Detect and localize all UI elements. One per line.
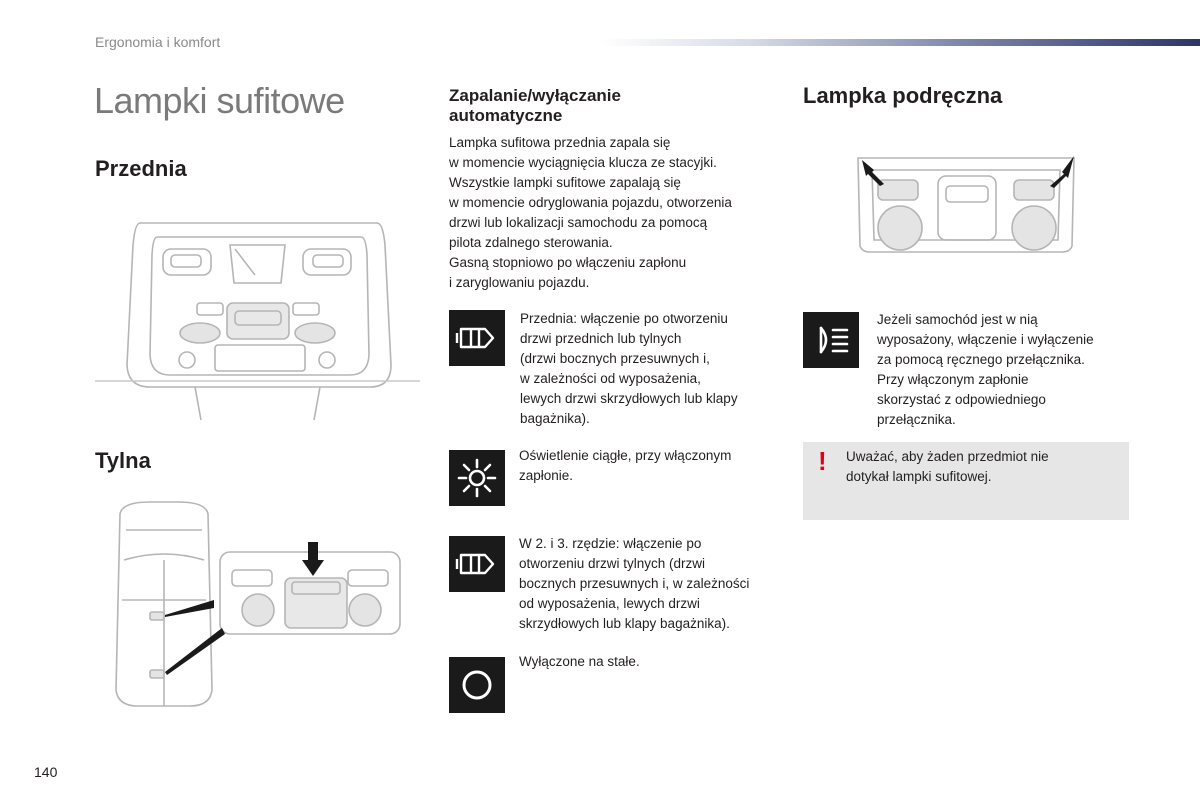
mode-line: zapłonie. bbox=[519, 468, 574, 483]
mode-line: Wyłączone na stałe. bbox=[519, 654, 640, 669]
intro-line: w momencie wyciągnięcia klucza ze stacyjki. bbox=[449, 155, 717, 170]
mode-line: bocznych przesuwnych i, w zależności bbox=[519, 576, 750, 591]
reading-line: Jeżeli samochód jest w nią bbox=[877, 312, 1038, 327]
intro-line: Gasną stopniowo po włączeniu zapłonu bbox=[449, 255, 687, 270]
intro-line: Wszystkie lampki sufitowe zapalają się bbox=[449, 175, 681, 190]
door-open-icon bbox=[449, 536, 505, 592]
warning-line: dotykał lampki sufitowej. bbox=[846, 469, 992, 484]
intro-paragraph bbox=[449, 133, 732, 293]
mode-line: skrzydłowych lub klapy bagażnika). bbox=[519, 616, 730, 631]
mode-line: drzwi przednich lub tylnych bbox=[520, 331, 682, 346]
auto-heading-line2: automatyczne bbox=[449, 106, 563, 125]
warning-text bbox=[846, 447, 1049, 487]
mode-line: Oświetlenie ciągłe, przy włączonym bbox=[519, 448, 732, 463]
mode-line: otworzeniu drzwi tylnych (drzwi bbox=[519, 556, 706, 571]
mode-line: Przednia: włączenie po otworzeniu bbox=[520, 311, 728, 326]
warning-icon: ! bbox=[818, 446, 827, 476]
mode-line: (drzwi bocznych przesuwnych i, bbox=[520, 351, 710, 366]
reading-line: wyposażony, włączenie i wyłączenie bbox=[877, 332, 1094, 347]
warning-line: Uważać, aby żaden przedmiot nie bbox=[846, 449, 1049, 464]
rear-ceiling-light-illustration bbox=[110, 500, 410, 710]
mode-rear-text bbox=[519, 534, 749, 634]
page-title: Lampki sufitowe bbox=[94, 80, 345, 121]
reading-line: Przy włączonym zapłonie bbox=[877, 372, 1029, 387]
off-ring-icon bbox=[449, 657, 505, 713]
front-heading: Przednia bbox=[95, 156, 187, 181]
intro-line: drzwi lub lokalizacji samochodu za pomocą bbox=[449, 215, 708, 230]
page-number: 140 bbox=[34, 764, 58, 780]
mode-line: od wyposażenia, lewych drzwi bbox=[519, 596, 700, 611]
door-open-icon bbox=[449, 310, 505, 366]
reading-lamp-icon bbox=[803, 312, 859, 368]
reading-lamp-illustration bbox=[850, 150, 1082, 254]
auto-heading-line1: Zapalanie/wyłączanie bbox=[449, 86, 621, 105]
auto-heading bbox=[449, 86, 621, 126]
intro-line: w momencie odryglowania pojazdu, otworzenia bbox=[449, 195, 732, 210]
reading-line: skorzystać z odpowiedniego bbox=[877, 392, 1046, 407]
reading-lamp-heading: Lampka podręczna bbox=[803, 83, 1003, 108]
intro-line: Lampka sufitowa przednia zapala się bbox=[449, 135, 671, 150]
mode-line: w zależności od wyposażenia, bbox=[520, 371, 701, 386]
section-label: Ergonomia i komfort bbox=[95, 34, 221, 50]
header-accent-bar bbox=[600, 39, 1200, 46]
reading-lamp-text bbox=[877, 310, 1094, 430]
intro-line: i zaryglowaniu pojazdu. bbox=[449, 275, 590, 290]
reading-line: za pomocą ręcznego przełącznika. bbox=[877, 352, 1085, 367]
mode-line: W 2. i 3. rzędzie: włączenie po bbox=[519, 536, 702, 551]
mode-off-text bbox=[519, 652, 640, 672]
mode-continuous-text bbox=[519, 446, 731, 486]
mode-front-text bbox=[520, 309, 738, 429]
rear-heading: Tylna bbox=[95, 448, 151, 473]
light-on-icon bbox=[449, 450, 505, 506]
mode-line: lewych drzwi skrzydłowych lub klapy bbox=[520, 391, 738, 406]
mode-line: bagażnika). bbox=[520, 411, 590, 426]
front-ceiling-light-illustration bbox=[95, 215, 420, 420]
intro-line: pilota zdalnego sterowania. bbox=[449, 235, 613, 250]
reading-line: przełącznika. bbox=[877, 412, 956, 427]
